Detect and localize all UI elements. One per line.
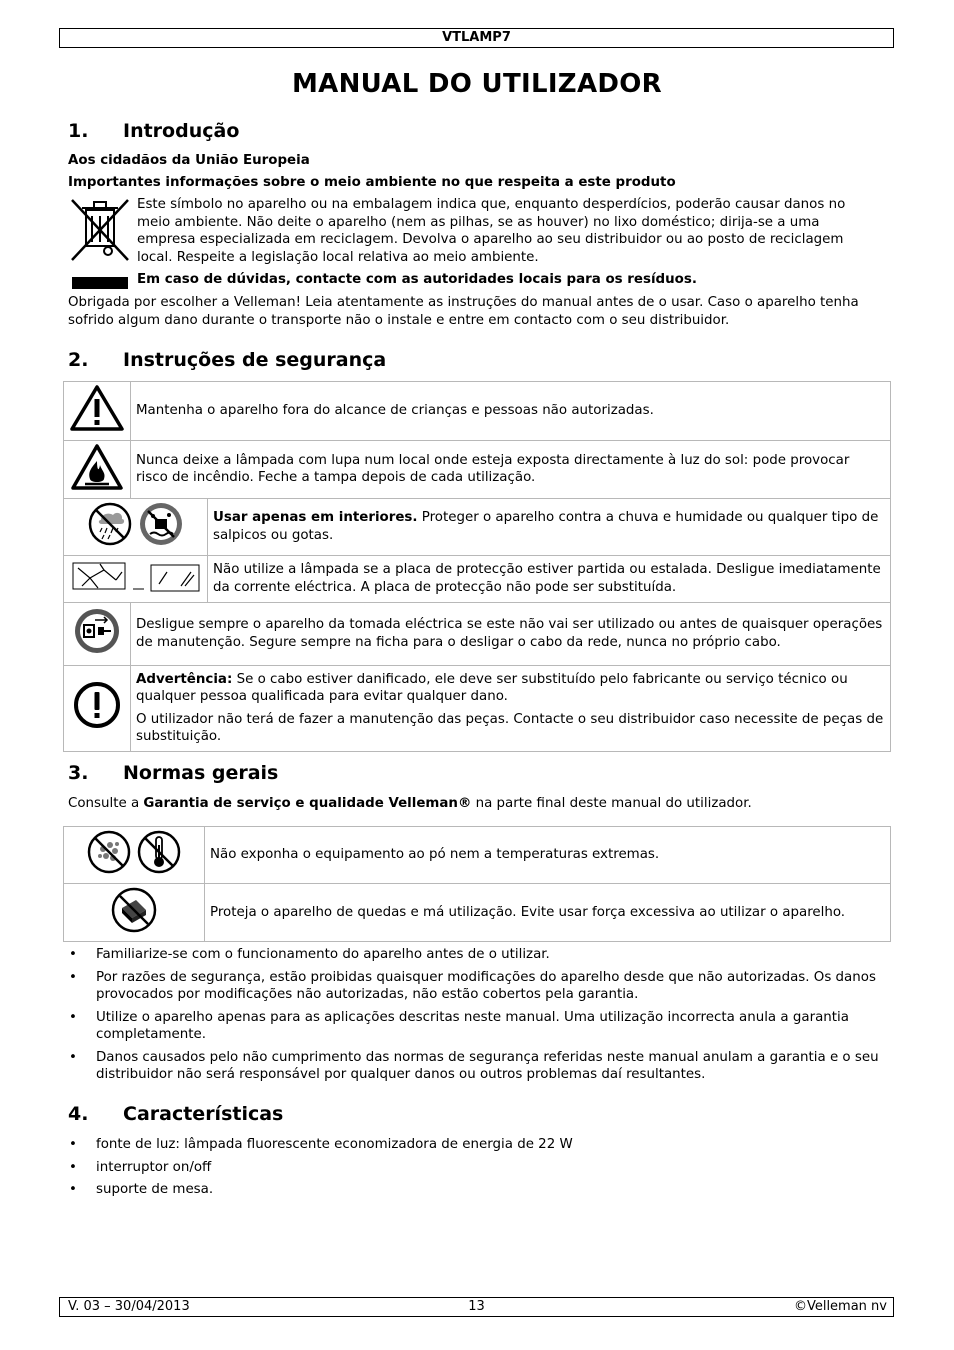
intact-glass-icon: [149, 583, 201, 598]
safety-text: Mantenha o aparelho fora do alcance de crianças e pessoas não autorizadas.: [131, 382, 891, 441]
fire-hazard-icon: [70, 480, 124, 495]
unplug-icon: [73, 644, 121, 659]
general-table: [63, 826, 891, 942]
weee-black-bar: [72, 277, 128, 289]
exclamation-circle-icon: [72, 719, 122, 734]
doubts-text: Em caso de dúvidas, contacte com as autoridades locais para os resíduos.: [137, 272, 697, 287]
page-number: 13: [468, 1299, 485, 1314]
thanks-text: Obrigada por escolher a Velleman! Leia atentamente as instruções do manual antes de o usar. Caso o aparelho tenha sofrido algum dano durante o transporte não o instale e entre em contacto com o seu distribuidor.: [68, 295, 859, 328]
section-heading-intro: 1. Introdução: [68, 120, 240, 142]
safety-row: [64, 665, 891, 751]
list-item: • Familiarize-se com o funcionamento do aparelho antes de o utilizar.: [69, 947, 550, 962]
general-bullet-list: [68, 946, 890, 1089]
version-date: V. 03 – 30/04/2013: [68, 1299, 190, 1314]
page-title: MANUAL DO UTILIZADOR: [292, 69, 662, 99]
safety-table: [63, 381, 891, 752]
safety-text: Advertência: Se o cabo estiver danificado, ele deve ser substituído pelo fabricante ou serviço técnico ou qualquer pessoa qualificada para evitar qualquer dano. O utilizador não terá de fazer a manutenção das peças. Contacte o seu distribuidor caso necessite de peças de substituição.: [131, 665, 891, 751]
safety-text: Nunca deixe a lâmpada com lupa num local onde esteja exposta directamente à luz do sol: pode provocar risco de incêndio. Feche a tampa depois de cada utilização.: [131, 440, 891, 499]
list-item: • Por razões de segurança, estão proibidas quaisquer modificações do aparelho desde que não autorizadas. Os danos provocados por modificações não autorizadas, não estão cobertos pela garantia.: [69, 969, 876, 1002]
list-item: • interruptor on/off: [69, 1159, 212, 1175]
consult-text: Consulte a Garantia de serviço e qualidade Velleman® na parte final deste manual do utilizador.: [68, 796, 752, 811]
list-item: • suporte de mesa.: [69, 1182, 214, 1197]
features-bullet-list: [68, 1136, 890, 1204]
section-heading-general: 3. Normas gerais: [68, 762, 279, 784]
env-info-subheading: Importantes informações sobre o meio ambiente no que respeita a este produto: [68, 175, 676, 190]
section-heading-safety: 2. Instruções de segurança: [68, 349, 387, 371]
section-heading-features: 4. Características: [68, 1103, 284, 1125]
safety-row: [64, 555, 891, 602]
page-header: [59, 28, 894, 48]
model-code: VTLAMP7: [442, 30, 511, 45]
general-row: [64, 827, 891, 884]
safety-row: [64, 382, 891, 441]
weee-text: Este símbolo no aparelho ou na embalagem indica que, enquanto desperdícios, poderão causar danos no meio ambiente. Não deite o aparelho (nem as pilhas, se as houver) no lixo doméstico; dirija-se a uma empresa especializada em reciclagem. Devolva o aparelho ao seu distribuidor ou ao posto de reciclagem local. Respeite a legislação local relativa ao meio ambiente.: [137, 197, 846, 265]
safety-row: [64, 499, 891, 556]
weee-bin-icon: [68, 196, 132, 264]
cracked-glass-icon: [70, 583, 128, 598]
general-text: Proteja o aparelho de quedas e má utilização. Evite usar força excessiva ao utilizar o aparelho.: [205, 883, 891, 942]
page-footer: [59, 1297, 894, 1317]
safety-text: Usar apenas em interiores. Proteger o aparelho contra a chuva e humidade ou qualquer tipo de salpicos ou gotas.: [208, 499, 891, 556]
safety-text: Não utilize a lâmpada se a placa de protecção estiver partida ou estalada. Desligue imediatamente da corrente eléctrica. A placa de protecção não pode ser substituída.: [208, 555, 891, 602]
safety-row: [64, 440, 891, 499]
no-extreme-temperature-icon: [136, 864, 182, 879]
no-drop-icon: [110, 923, 158, 938]
list-item: • Utilize o aparelho apenas para as aplicações descritas neste manual. Uma utilização incorrecta anula a garantia completamente.: [69, 1009, 849, 1042]
no-dust-icon: [86, 864, 132, 879]
general-row: [64, 883, 891, 942]
list-item: • Danos causados pelo não cumprimento das normas de segurança referidas neste manual anulam a garantia e o seu distribuidor não será responsável por qualquer danos ou outros problemas daí resultantes.: [69, 1049, 879, 1082]
warning-triangle-icon: [69, 421, 125, 436]
safety-text: Desligue sempre o aparelho da tomada eléctrica se este não vai ser utilizado ou antes de quaisquer operações de manutenção. Segure sempre na ficha para o desligar o cabo da rede, nunca no próprio cabo.: [131, 602, 891, 665]
safety-row: [64, 602, 891, 665]
copyright: ©Velleman nv: [793, 1299, 887, 1314]
list-item: • fonte de luz: lâmpada fluorescente economizadora de energia de 22 W: [69, 1137, 573, 1152]
eu-citizens-subheading: Aos cidadãos da União Europeia: [68, 153, 310, 168]
arrow-icon: [133, 584, 145, 594]
general-text: Não exponha o equipamento ao pó nem a temperaturas extremas.: [205, 827, 891, 884]
no-splash-icon: [138, 536, 184, 551]
no-rain-icon: [87, 536, 133, 551]
